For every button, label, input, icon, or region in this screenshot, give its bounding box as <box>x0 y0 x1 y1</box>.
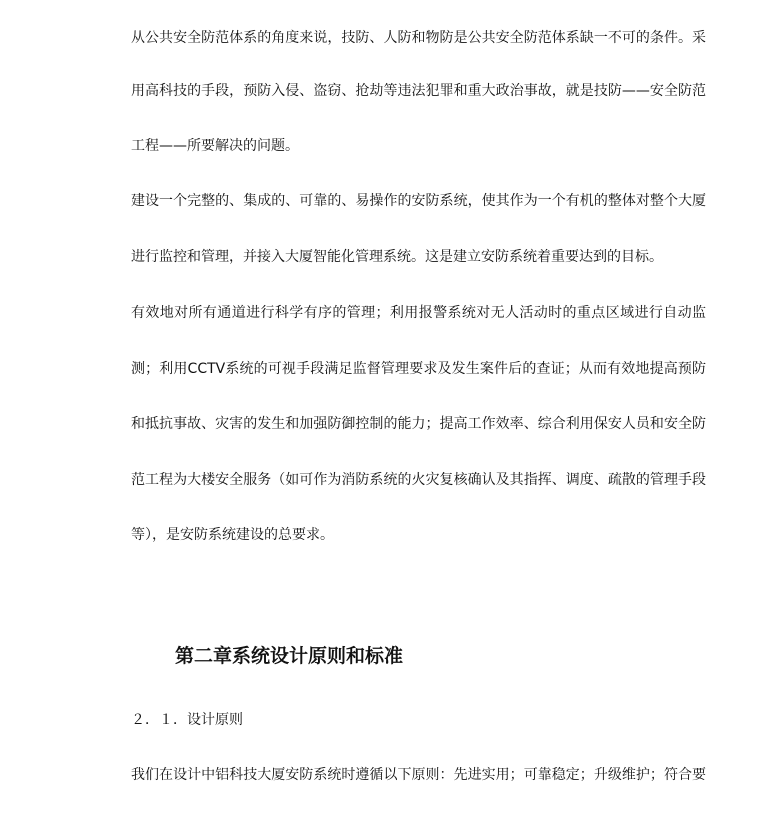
paragraph-3-line-4: 范工程为大楼安全服务（如可作为消防系统的火灾复核确认及其指挥、调度、疏散的管理手段 <box>131 472 706 488</box>
paragraph-4-line-1: 我们在设计中铝科技大厦安防系统时遵循以下原则：先进实用；可靠稳定；升级维护；符合要 <box>131 767 706 783</box>
paragraph-2-line-2: 进行监控和管理，并接入大厦智能化管理系统。这是建立安防系统着重要达到的目标。 <box>131 249 663 265</box>
chapter-heading: 第二章系统设计原则和标准 <box>175 645 404 667</box>
paragraph-3-line-1: 有效地对所有通道进行科学有序的管理；利用报警系统对无人活动时的重点区域进行自动监 <box>131 305 706 321</box>
paragraph-2-line-1: 建设一个完整的、集成的、可靠的、易操作的安防系统，使其作为一个有机的整体对整个大厦 <box>131 193 706 209</box>
paragraph-1-line-3: 工程——所要解决的问题。 <box>131 138 299 154</box>
paragraph-3-line-3: 和抵抗事故、灾害的发生和加强防御控制的能力；提高工作效率、综合利用保安人员和安全防 <box>131 416 706 432</box>
paragraph-3-line-5: 等），是安防系统建设的总要求。 <box>131 527 334 543</box>
section-heading: ２．１．设计原则 <box>131 712 243 728</box>
paragraph-3-line-2: 测；利用CCTV系统的可视手段满足监督管理要求及发生案件后的查证；从而有效地提高预防 <box>131 361 706 377</box>
paragraph-1-line-1: 从公共安全防范体系的角度来说，技防、人防和物防是公共安全防范体系缺一不可的条件。采 <box>131 30 706 46</box>
paragraph-1-line-2: 用高科技的手段，预防入侵、盗窃、抢劫等违法犯罪和重大政治事故，就是技防——安全防范 <box>131 83 706 99</box>
